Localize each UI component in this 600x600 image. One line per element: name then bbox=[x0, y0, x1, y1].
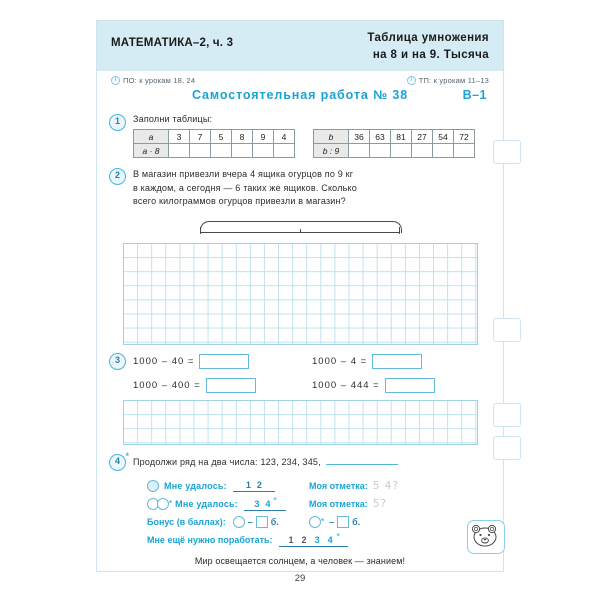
table-b-answer-cell[interactable] bbox=[391, 144, 412, 158]
table-b-answer-cell[interactable] bbox=[370, 144, 391, 158]
score-option[interactable]: 4 bbox=[327, 535, 333, 546]
assessment-row2-mark-label: Моя отметка: bbox=[309, 498, 368, 509]
equation-row bbox=[133, 354, 312, 369]
equation-row bbox=[312, 378, 491, 393]
assessment-row1-mark-value[interactable]: 5 4? bbox=[372, 479, 400, 492]
page-header bbox=[97, 21, 503, 71]
task-4-prompt: Продолжи ряд на два числа: 123, 234, 345, bbox=[133, 456, 321, 467]
table-a-answer-cell[interactable] bbox=[232, 144, 253, 158]
margin-box[interactable] bbox=[493, 436, 521, 460]
circle-hollow-icon[interactable] bbox=[233, 516, 245, 528]
answer-grid-large[interactable] bbox=[123, 243, 478, 345]
workbook-page bbox=[96, 20, 504, 585]
equation-answer-box[interactable] bbox=[199, 354, 249, 369]
table-b-cell: 81 bbox=[391, 130, 412, 144]
asterisk-icon: * bbox=[273, 496, 277, 506]
equation-answer-box[interactable] bbox=[372, 354, 422, 369]
table-a-row2-label: a · 8 bbox=[134, 144, 169, 158]
info-icon: i bbox=[407, 76, 416, 85]
variant-label: В–1 bbox=[462, 88, 487, 103]
circle-hollow-icon[interactable] bbox=[309, 516, 321, 528]
bonus-unit-2: б. bbox=[352, 516, 361, 527]
lesson-reference-row bbox=[97, 71, 503, 86]
topic-line-2: на 8 и на 9. Тысяча bbox=[372, 48, 489, 61]
equation-answer-box[interactable] bbox=[385, 378, 435, 393]
assessment-bonus-row bbox=[147, 516, 491, 528]
table-b-cell: 27 bbox=[412, 130, 433, 144]
table-b-answer-cell[interactable] bbox=[349, 144, 370, 158]
bear-mascot-icon bbox=[467, 520, 505, 554]
table-b-cell: 36 bbox=[349, 130, 370, 144]
task-2 bbox=[109, 168, 491, 209]
table-a-cell: 5 bbox=[211, 130, 232, 144]
task-2-line-2: в каждом, а сегодня — 6 таких же ящиков. Сколько bbox=[133, 182, 357, 193]
table-a-cell: 3 bbox=[169, 130, 190, 144]
equation-text: 1000 – 4 = bbox=[312, 355, 368, 367]
info-icon: i bbox=[111, 76, 120, 85]
margin-box[interactable] bbox=[493, 403, 521, 427]
task-1-number: 1 bbox=[109, 114, 126, 131]
work-label: Мне ещё нужно поработать: bbox=[147, 534, 273, 545]
score-option[interactable]: 3 bbox=[314, 535, 320, 546]
table-b-answer-cell[interactable] bbox=[412, 144, 433, 158]
score-option[interactable]: 1 bbox=[245, 479, 251, 490]
task-1-prompt: Заполни таблицы: bbox=[133, 114, 213, 125]
task-4-row bbox=[133, 454, 491, 467]
score-option[interactable]: 2 bbox=[256, 479, 262, 490]
circle-filled-icon[interactable] bbox=[147, 480, 159, 492]
assessment-row1-scores[interactable] bbox=[233, 480, 275, 492]
segment-diagram-wrap bbox=[109, 221, 491, 239]
table-a-answer-cell[interactable] bbox=[190, 144, 211, 158]
equation-answer-box[interactable] bbox=[206, 378, 256, 393]
assessment-row2-mark-value[interactable]: 5? bbox=[372, 497, 388, 510]
info-right-text: ТП: к урокам 11–13 bbox=[418, 76, 489, 86]
topic-line-1: Таблица умножения bbox=[367, 32, 489, 44]
task-3 bbox=[109, 353, 491, 393]
answer-grid-small[interactable] bbox=[123, 400, 478, 445]
bonus-dash: – bbox=[247, 516, 253, 527]
assessment-row2-label: Мне удалось: bbox=[175, 498, 238, 509]
page-motto: Мир освещается солнцем, а человек — знанием! bbox=[194, 556, 406, 567]
assessment-row1-mark-label: Моя отметка: bbox=[309, 480, 368, 491]
table-a-cell: 4 bbox=[274, 130, 295, 144]
table-b-answer-cell[interactable] bbox=[433, 144, 454, 158]
score-option[interactable]: 2 bbox=[301, 535, 307, 546]
work-scores[interactable] bbox=[279, 532, 348, 547]
score-option[interactable]: 1 bbox=[288, 535, 294, 546]
self-assessment bbox=[109, 480, 491, 548]
segment-tick bbox=[300, 229, 301, 233]
worksheet-title: Самостоятельная работа № 38 bbox=[191, 88, 409, 103]
task-4-number: 4 * bbox=[109, 454, 126, 471]
task-4-answer-blank[interactable] bbox=[326, 454, 398, 465]
bear-mascot-drawing bbox=[468, 521, 502, 551]
table-b-answer-cell[interactable] bbox=[454, 144, 475, 158]
info-right bbox=[407, 76, 489, 85]
circle-hollow-icon[interactable] bbox=[157, 498, 169, 510]
info-left-text: ПО: к урокам 18, 24 bbox=[123, 76, 196, 86]
equation-text: 1000 – 40 = bbox=[133, 355, 195, 367]
info-left bbox=[111, 76, 195, 85]
table-b-cell: 63 bbox=[370, 130, 391, 144]
bonus-dash: – bbox=[329, 516, 335, 527]
table-b-row2-label: b : 9 bbox=[314, 144, 349, 158]
table-b bbox=[313, 129, 475, 158]
assessment-row2-scores[interactable] bbox=[244, 496, 286, 511]
segment-cap-right bbox=[399, 227, 400, 234]
table-b-cell: 72 bbox=[454, 130, 475, 144]
table-b-row1-label: b bbox=[314, 130, 349, 144]
table-row bbox=[134, 144, 295, 158]
page-number: 29 bbox=[294, 573, 306, 585]
task-4 bbox=[109, 454, 491, 471]
asterisk-icon: * bbox=[336, 532, 340, 542]
bonus-input-box[interactable] bbox=[256, 516, 268, 528]
table-a-answer-cell[interactable] bbox=[169, 144, 190, 158]
task-3-number: 3 bbox=[109, 353, 126, 370]
margin-box[interactable] bbox=[493, 318, 521, 342]
table-a-row1-label: a bbox=[134, 130, 169, 144]
assessment-work-row bbox=[147, 532, 491, 547]
margin-box[interactable] bbox=[493, 140, 521, 164]
task-1 bbox=[109, 114, 491, 158]
table-a-answer-cell[interactable] bbox=[253, 144, 274, 158]
score-option[interactable]: 3 bbox=[254, 499, 260, 510]
task-2-line-1: В магазин привезли вчера 4 ящика огурцов по 9 кг bbox=[133, 169, 354, 180]
assessment-row-2 bbox=[147, 496, 491, 511]
bonus-input-box-starred[interactable] bbox=[337, 516, 349, 528]
table-a-cell: 9 bbox=[253, 130, 274, 144]
table-row bbox=[134, 130, 295, 144]
table-a-answer-cell[interactable] bbox=[274, 144, 295, 158]
topic-title bbox=[367, 30, 489, 63]
worksheet-title-row bbox=[97, 86, 503, 107]
segment-diagram bbox=[200, 221, 400, 239]
segment-cap-left bbox=[200, 227, 201, 234]
page-body bbox=[97, 114, 503, 584]
score-option[interactable]: 4 bbox=[265, 499, 271, 510]
assessment-row-1 bbox=[147, 480, 491, 492]
table-a-cell: 7 bbox=[190, 130, 211, 144]
task-2-number: 2 bbox=[109, 168, 126, 185]
bonus-label: Бонус (в баллах): bbox=[147, 516, 226, 527]
equation-row bbox=[133, 378, 312, 393]
table-a-cell: 8 bbox=[232, 130, 253, 144]
table-a bbox=[133, 129, 295, 158]
table-a-answer-cell[interactable] bbox=[211, 144, 232, 158]
book-title: МАТЕМАТИКА–2, ч. 3 bbox=[111, 37, 234, 49]
table-row bbox=[314, 130, 475, 144]
equation-text: 1000 – 400 = bbox=[133, 379, 201, 391]
asterisk-icon: * bbox=[321, 517, 325, 527]
table-b-cell: 54 bbox=[433, 130, 454, 144]
bonus-unit: б. bbox=[270, 516, 279, 527]
equation-row bbox=[312, 354, 491, 369]
asterisk-icon: * bbox=[169, 499, 173, 509]
equation-text: 1000 – 444 = bbox=[312, 379, 380, 391]
table-row bbox=[314, 144, 475, 158]
task-2-line-3: всего килограммов огурцов привезли в магазин? bbox=[133, 196, 346, 207]
assessment-row1-label: Мне удалось: bbox=[164, 480, 227, 491]
